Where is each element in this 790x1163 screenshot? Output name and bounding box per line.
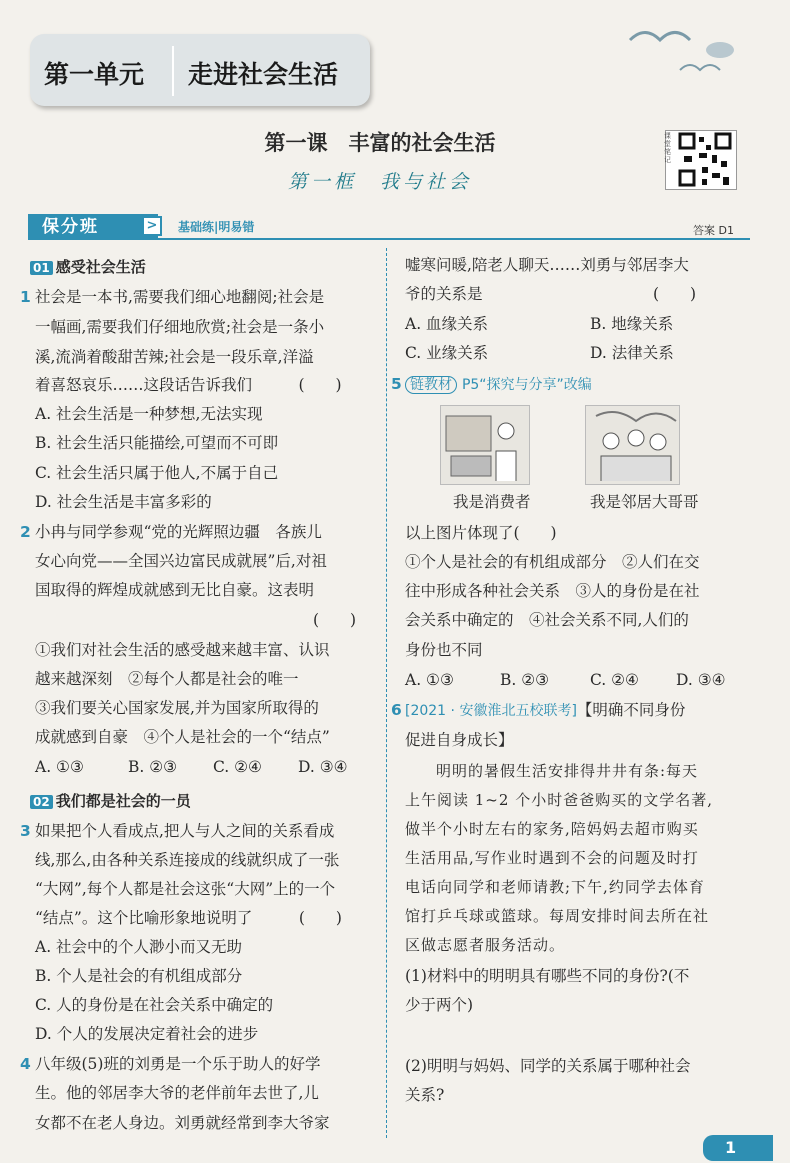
q2-option-b[interactable]: B. ②③	[128, 758, 178, 776]
question-number: 1	[20, 288, 31, 306]
q2-option-d[interactable]: D. ③④	[298, 758, 348, 776]
q5-line: 会关系中确定的 ④社会关系不同,人们的	[405, 611, 689, 629]
q6-material-line: 区做志愿者服务活动。	[405, 936, 566, 954]
q5-option-c[interactable]: C. ②④	[590, 671, 639, 689]
question-number: 2	[20, 523, 31, 541]
q5-option-d[interactable]: D. ③④	[676, 671, 726, 689]
q1-option-d[interactable]: D. 社会生活是丰富多彩的	[35, 493, 212, 511]
q6-heading-line: 促进自身成长】	[405, 731, 514, 749]
q5-option-a[interactable]: A. ①③	[405, 671, 454, 689]
q5-line: 以上图片体现了( )	[405, 524, 557, 542]
q6-subquestion-1: (1)材料中的明明具有哪些不同的身份?(不	[405, 967, 690, 985]
answer-reference: 答案 D1	[693, 224, 734, 237]
q2-option-a[interactable]: A. ①③	[35, 758, 84, 776]
q6-material-line: 馆打乒乓球或篮球。每周安排时间去所在社	[405, 907, 710, 925]
q3-option-b[interactable]: B. 个人是社会的有机组成部分	[35, 967, 243, 985]
q3-option-c[interactable]: C. 人的身份是在社会关系中确定的	[35, 996, 274, 1014]
q1-option-b[interactable]: B. 社会生活只能描绘,可望而不可即	[35, 434, 279, 452]
q2-line: 女心向党——全国兴边富民成就展”后,对祖	[35, 552, 327, 570]
q1-line: 溪,流淌着酸甜苦辣;社会是一段乐章,洋溢	[35, 348, 314, 366]
page-number: 1	[703, 1135, 773, 1161]
q4-option-c[interactable]: C. 业缘关系	[405, 344, 489, 362]
frame-title: 第一框 我与社会	[287, 171, 472, 193]
q4-line: 女都不在老人身边。刘勇就经常到李大爷家	[35, 1114, 330, 1132]
column-divider	[386, 248, 387, 1138]
q6-material-line: 明明的暑假生活安排得井井有条:每天	[436, 762, 699, 780]
question-number: 5	[391, 375, 402, 393]
q4-option-d[interactable]: D. 法律关系	[590, 344, 674, 362]
chevron-right-icon: >	[142, 216, 162, 236]
section-badge: 保分班	[28, 214, 158, 240]
unit-subtitle: 走进社会生活	[188, 60, 339, 89]
section-heading-02: 02 我们都是社会的一员	[30, 790, 191, 811]
q2-line: 越来越深刻 ②每个人都是社会的唯一	[35, 670, 299, 688]
q6-material-line: 上午阅读 1~2 个小时爸爸购买的文学名著,	[405, 791, 713, 809]
q6-source: [2021 · 安徽淮北五校联考]【明确不同身份	[405, 701, 686, 719]
qr-label: 课堂笔记	[664, 132, 671, 164]
q6-material-line: 做半个小时左右的家务,陪妈妈去超市购买	[405, 820, 699, 838]
q3-option-a[interactable]: A. 社会中的个人渺小而又无助	[35, 938, 243, 956]
q6-subquestion-1: 少于两个)	[405, 996, 474, 1014]
q1-line: 社会是一本书,需要我们细心地翻阅;社会是	[35, 288, 325, 306]
question-number: 3	[20, 822, 31, 840]
q6-material-line: 生活用品,写作业时遇到不会的问题及时打	[405, 849, 699, 867]
answer-bracket: ( )	[313, 611, 357, 629]
q1-line: 着喜怒哀乐……这段话告诉我们 ( )	[35, 376, 342, 394]
consumer-illustration	[440, 405, 530, 485]
q6-subquestion-2: (2)明明与妈妈、同学的关系属于哪种社会	[405, 1057, 691, 1075]
question-number: 4	[20, 1055, 31, 1073]
unit-divider	[172, 46, 174, 96]
q1-line: 一幅画,需要我们仔细地欣赏;社会是一条小	[35, 318, 325, 336]
decorative-birds-illustration	[610, 10, 760, 100]
q4-line: 八年级(5)班的刘勇是一个乐于助人的好学	[35, 1055, 321, 1073]
q2-option-c[interactable]: C. ②④	[213, 758, 262, 776]
q5-line: ①个人是社会的有机组成部分 ②人们在交	[405, 553, 700, 571]
q2-line: 国取得的辉煌成就感到无比自豪。这表明	[35, 581, 315, 599]
q6-subquestion-2: 关系?	[405, 1086, 445, 1104]
question-number: 6	[391, 701, 402, 719]
q5-line: 身份也不同	[405, 641, 483, 659]
section-heading-01: 01 感受社会生活	[30, 256, 146, 277]
q3-line: “结点”。这个比喻形象地说明了 ( )	[35, 909, 342, 927]
q4-option-b[interactable]: B. 地缘关系	[590, 315, 674, 333]
q4-line: 嘘寒问暖,陪老人聊天……刘勇与邻居李大	[405, 256, 689, 274]
section-tag: 基础练|明易错	[178, 220, 255, 234]
q5-source: 链教材 P5“探究与分享”改编	[405, 375, 592, 394]
q3-option-d[interactable]: D. 个人的发展决定着社会的进步	[35, 1025, 259, 1043]
q4-option-a[interactable]: A. 血缘关系	[405, 315, 489, 333]
q4-line: 爷的关系是 ( )	[405, 285, 697, 303]
q3-line: 如果把个人看成点,把人与人之间的关系看成	[35, 822, 335, 840]
q1-option-c[interactable]: C. 社会生活只属于他人,不属于自己	[35, 464, 279, 482]
q6-material-line: 电话向同学和老师请教;下午,约同学去体育	[405, 878, 705, 896]
q3-line: “大网”,每个人都是社会这张“大网”上的一个	[35, 880, 336, 898]
neighbor-illustration	[585, 405, 680, 485]
q5-line: 往中形成各种社会关系 ③人的身份是在社	[405, 582, 700, 600]
lesson-title: 第一课 丰富的社会生活	[264, 131, 496, 155]
unit-title: 第一单元	[44, 60, 145, 89]
q2-line: ①我们对社会生活的感受越来越丰富、认识	[35, 641, 330, 659]
q2-line: ③我们要关心国家发展,并为国家所取得的	[35, 699, 319, 717]
q4-line: 生。他的邻居李大爷的老伴前年去世了,儿	[35, 1084, 319, 1102]
q2-line: 成就感到自豪 ④个人是社会的一个“结点”	[35, 728, 330, 746]
q1-option-a[interactable]: A. 社会生活是一种梦想,无法实现	[35, 405, 263, 423]
image-caption: 我是邻居大哥哥	[590, 493, 699, 511]
q2-line: 小冉与同学参观“党的光辉照边疆 各族儿	[35, 523, 322, 541]
q3-line: 线,那么,由各种关系连接成的线就织成了一张	[35, 851, 340, 869]
qr-code-icon[interactable]	[665, 130, 737, 190]
q5-option-b[interactable]: B. ②③	[500, 671, 550, 689]
image-caption: 我是消费者	[453, 493, 531, 511]
